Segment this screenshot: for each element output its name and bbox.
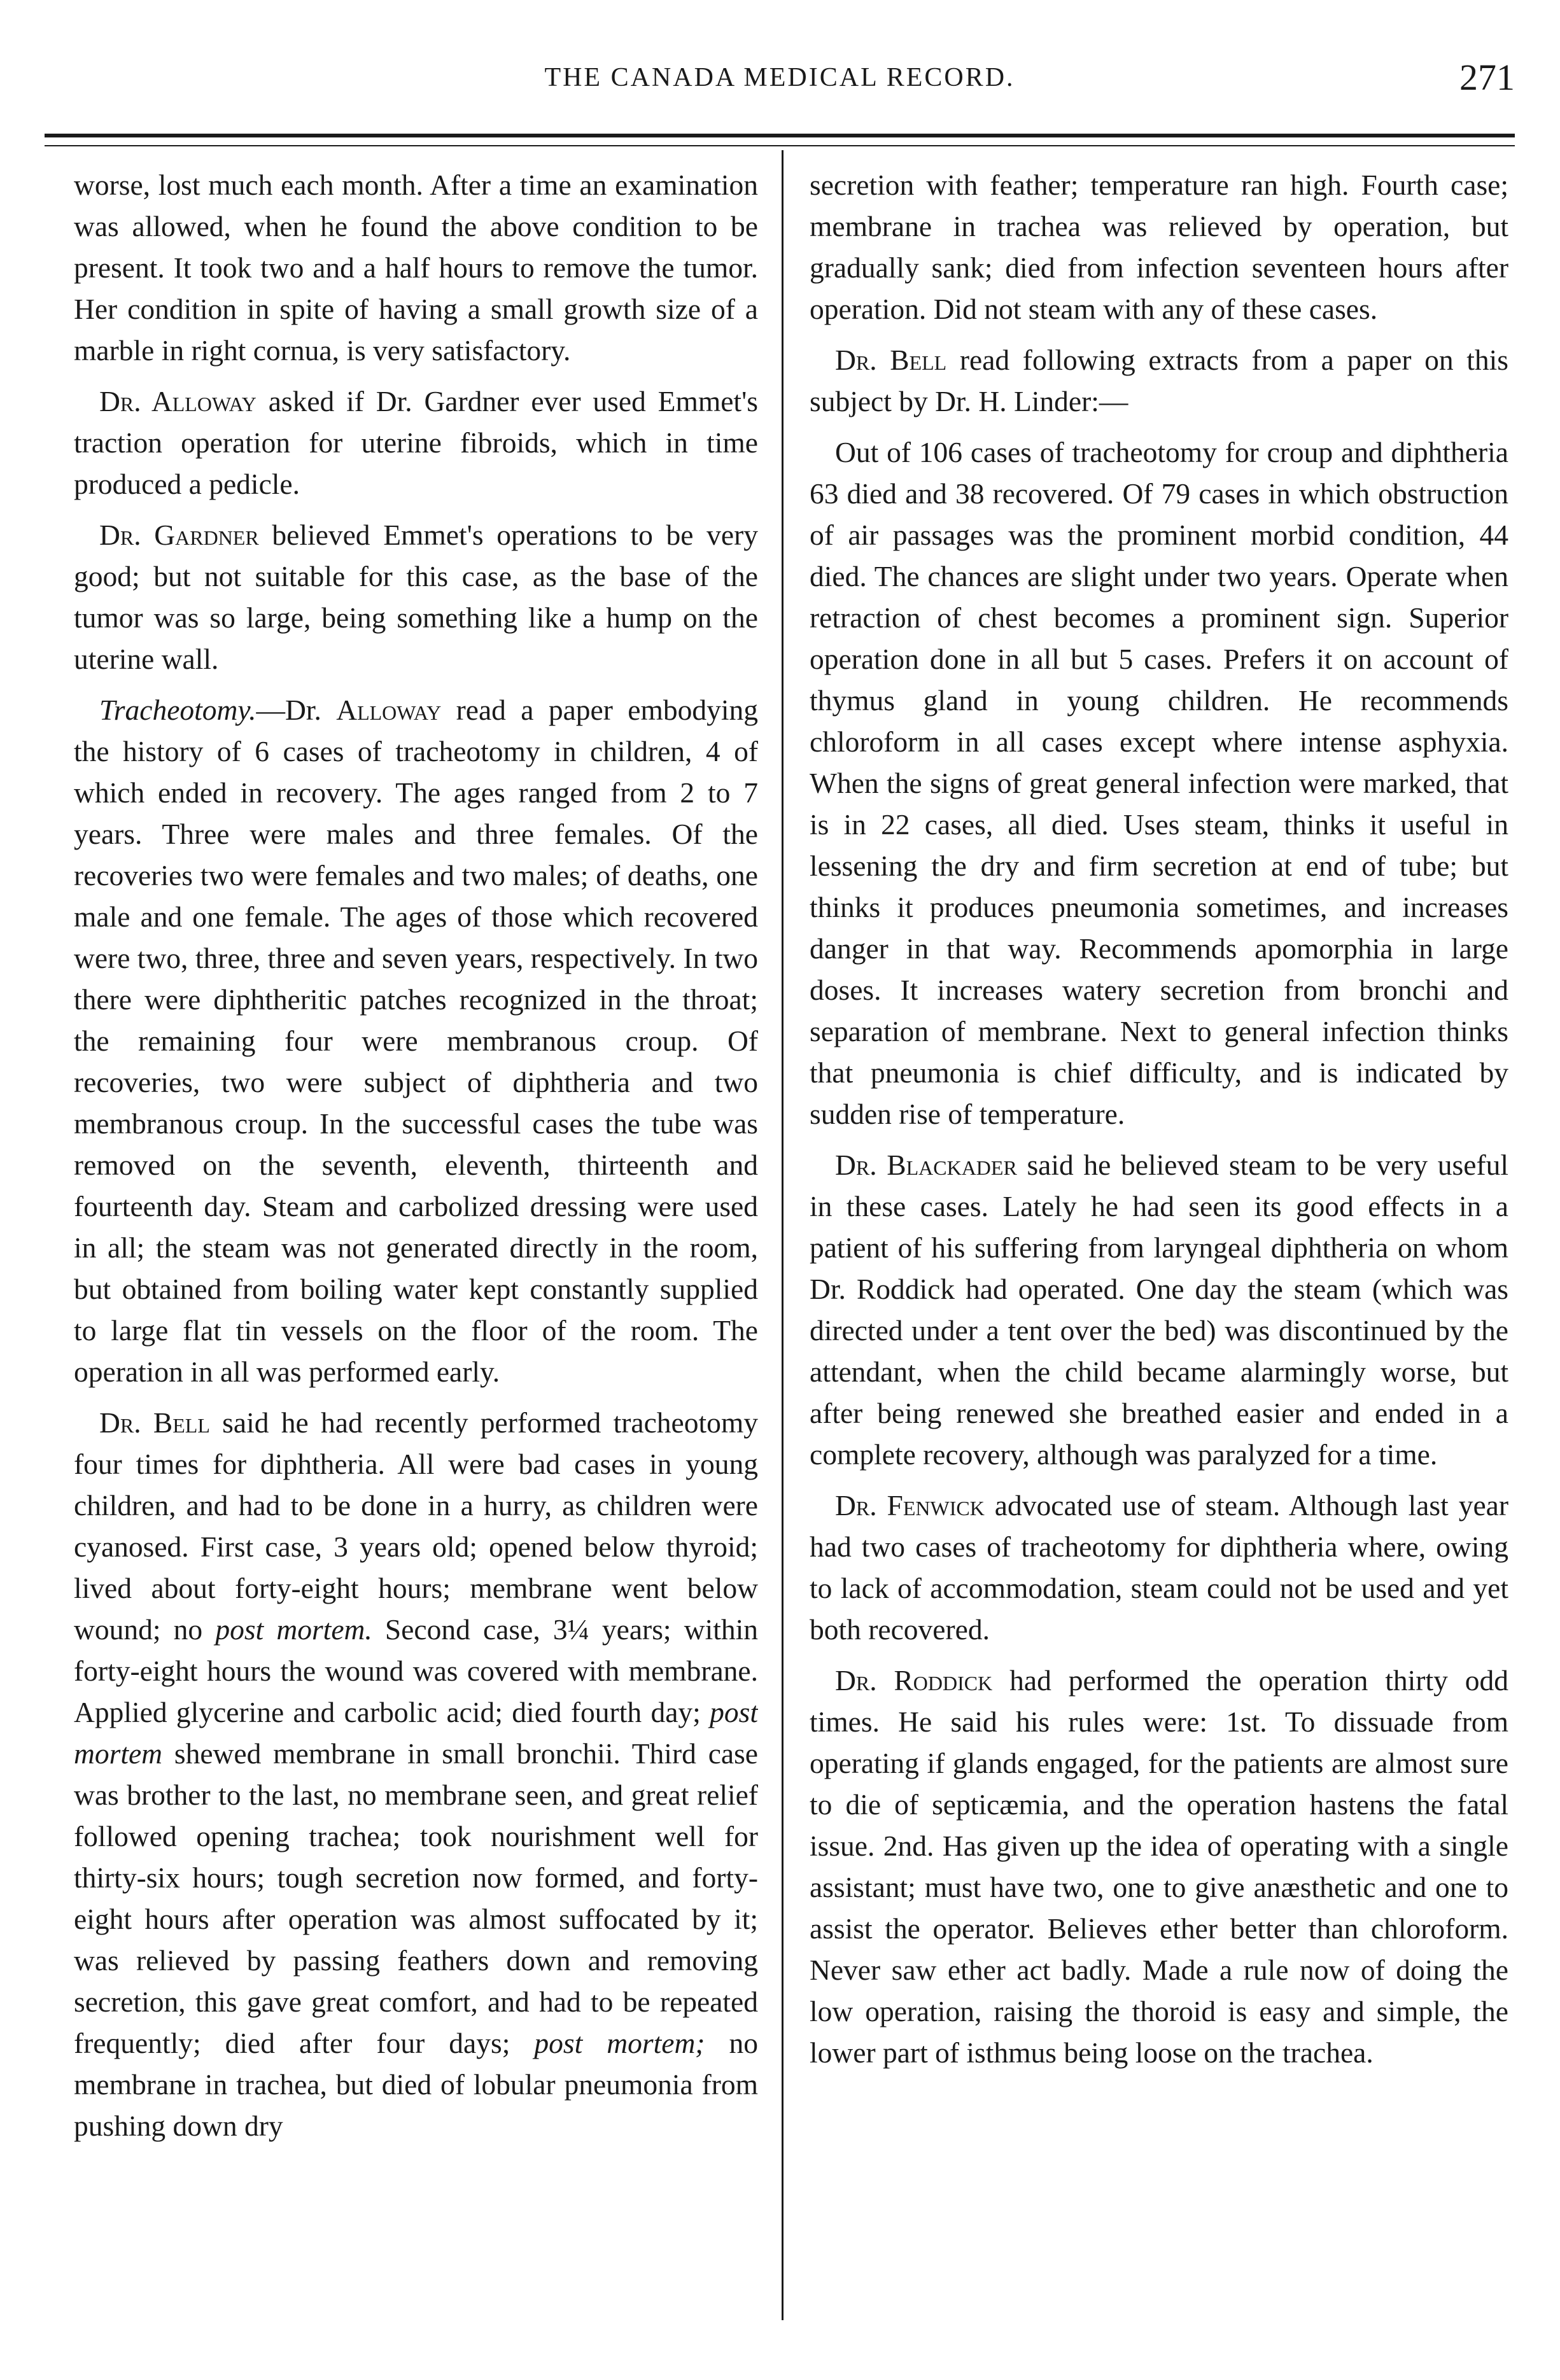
header-rule-thin [45,145,1515,146]
journal-title: THE CANADA MEDICAL RECORD. [544,63,1015,92]
paragraph-bell-extracts [810,339,1508,422]
paragraph-text: no membrane in trachea, but died of lobular pneumonia from pushing down dry [74,2027,758,2142]
paragraph-roddick [810,1660,1508,2073]
paragraph-text: had performed the operation thirty odd times. He said his rules were: 1st. To dissuade from operating if glands engaged, for the patients are almost sure to die of septicæmia, and the operation hastens the fatal issue. 2nd. Has given up the idea of operating with a single assistant; must have two, one to give anæsthetic and one to assist the operator. Believes ether better than chloroform. Never saw ether act badly. Made a rule now of doing the low operation, raising the thoroid is easy and simple, the lower part of isthmus being loose on the trachea. [810,1664,1508,2069]
speaker-name: Dr. Roddick [835,1664,993,1697]
speaker-name: Dr. Alloway [99,385,256,417]
post-mortem-term: post mortem; [534,2027,705,2059]
speaker-name: Dr. Blackader [835,1149,1017,1181]
speaker-name: Alloway [336,694,442,726]
speaker-name: Dr. Bell [835,344,947,376]
post-mortem-term: post mortem. [215,1613,372,1646]
left-column [74,164,758,2341]
section-heading: Tracheotomy. [99,694,256,726]
paragraph-text: asked if Dr. Gardner ever used Emmet's traction operation for uterine fibroids, which in time produced a pedicle. [74,385,758,500]
post-mortem-term: post mortem [74,1696,758,1770]
speaker-name: Dr. Gardner [99,519,259,551]
paragraph-text: said he believed steam to be very useful in these cases. Lately he had seen its good effects in a patient of his suffering from laryngeal diphtheria on whom Dr. Roddick had operated. One day the steam (which was directed under a tent over the bed) was discontinued by the attendant, when the child became alarmingly worse, but after being renewed she breathed easier and ended in a complete recovery, although was paralyzed for a time. [810,1149,1508,1471]
page-number: 271 [1459,57,1515,98]
paragraph-text: believed Emmet's operations to be very good; but not suitable for this case, as the base of the tumor was so large, being something like a hump on the uterine wall. [74,519,758,675]
paragraph-continued: worse, lost much each month. After a time an examination was allowed, when he found the above condition to be present. It took two and a half hours to remove the tumor. Her condition in spite of having a small growth size of a marble in right cornua, is very satisfactory. [74,169,758,367]
paragraph-text: said he had recently performed tracheotomy four times for diphtheria. All were bad cases in young children, and had to be done in a hurry, as children were cyanosed. First case, 3 years old; opened below thyroid; lived about forty-eight hours; membrane went below wound; no [74,1406,758,1646]
heading-dash: —Dr. [256,694,337,726]
speaker-name: Dr. Fenwick [835,1489,985,1522]
paragraph-bell-cases [74,1402,758,2146]
right-column [810,164,1508,2341]
paragraph-text: read following extracts from a paper on this subject by Dr. H. Linder:— [810,344,1508,417]
column-divider [782,150,784,2320]
paragraph-text: read a paper embodying the history of 6 cases of tracheotomy in children, 4 of which ended in recovery. The ages ranged from 2 to 7 years. Three were males and three females. Of the recoveries two were females and two males; of deaths, one male and one female. The ages of those which recovered were two, three, three and seven years, respectively. In two there were diphtheritic patches recognized in the throat; the remaining four were membranous croup. Of recoveries, two were subject of diphtheria and two membranous croup. In the successful cases the tube was removed on the seventh, eleventh, thirteenth and fourteenth day. Steam and carbolized dressing were used in all; the steam was not generated directly in the room, but obtained from boiling water kept constantly supplied to large flat tin vessels on the floor of the room. The operation in all was performed early. [74,694,758,1388]
paragraph-fenwick [810,1485,1508,1650]
paragraph-alloway-question [74,381,758,505]
paragraph-text: Second case, 3¼ years; within forty-eight hours the wound was covered with membrane. Applied glycerine and carbolic acid; died fourth day; [74,1613,758,1728]
header-rule-thick [45,134,1515,137]
paragraph-linder-statistics: Out of 106 cases of tracheotomy for croup and diphtheria 63 died and 38 recovered. Of 79 cases in which obstruction of air passages was the prominent morbid condition, 44 died. The chances are slight under two years. Operate when retraction of chest becomes a prominent sign. Superior operation done in all but 5 cases. Prefers it on account of thymus gland in young children. He recommends chloroform in all cases except where intense asphyxia. When the signs of great general infection were marked, that is in 22 cases, all died. Uses steam, thinks it useful in lessening the dry and firm secretion at end of tube; but thinks it produces pneumonia sometimes, and increases danger in that way. Recommends apomorphia in large doses. It increases watery secretion from bronchi and separation of membrane. Next to general infection thinks that pneumonia is chief difficulty, and is indicated by sudden rise of temperature. [810,436,1508,1130]
paragraph-blackader [810,1144,1508,1475]
speaker-name: Dr. Bell [99,1406,210,1439]
page-header [45,56,1515,107]
paragraph-tracheotomy [74,689,758,1392]
paragraph-continued: secretion with feather; temperature ran high. Fourth case; membrane in trachea was relieved by operation, but gradually sank; died from infection seventeen hours after operation. Did not steam with any of these cases. [810,169,1508,325]
paragraph-text: advocated use of steam. Although last year had two cases of tracheotomy for diphtheria where, owing to lack of accommodation, steam could not be used and yet both recovered. [810,1489,1508,1646]
paragraph-gardner-reply [74,514,758,680]
paragraph-text: shewed membrane in small bronchii. Third case was brother to the last, no membrane seen, and great relief followed opening trachea; took nourishment well for thirty-six hours; tough secretion now formed, and forty-eight hours after operation was almost suffocated by it; was relieved by passing feathers down and removing secretion, this gave great comfort, and had to be repeated frequently; died after four days; [74,1737,758,2059]
